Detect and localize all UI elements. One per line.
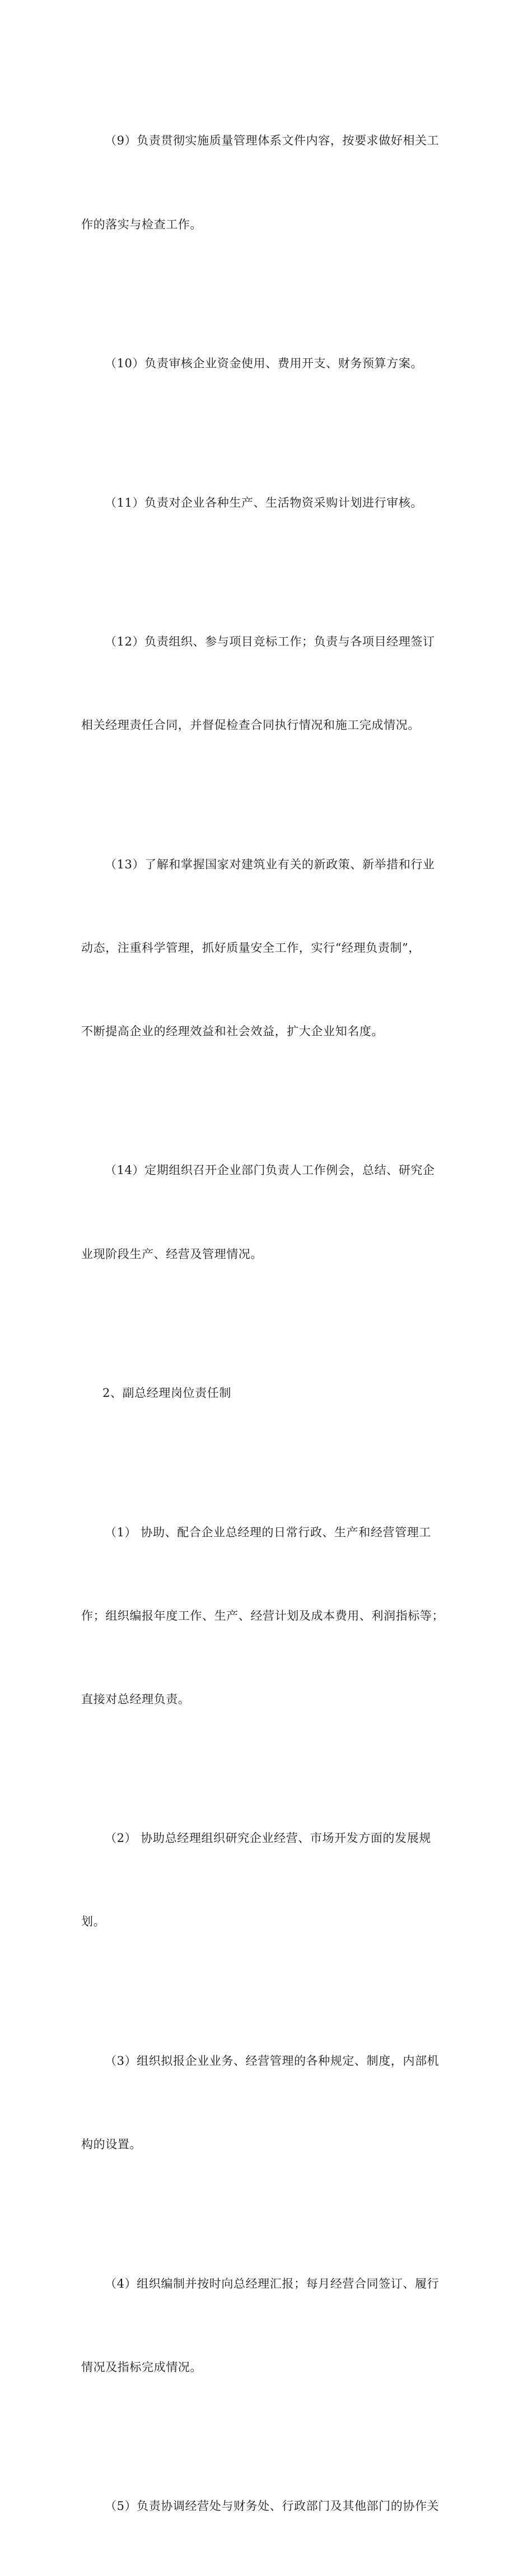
paragraph-line: 直接对总经理负责。 — [81, 1692, 190, 1706]
paragraph-deputy-4 — [81, 2214, 458, 2437]
paragraph-line: （4）组织编制并按时向总经理汇报；每月经营合同签订、履行 — [105, 2276, 440, 2290]
paragraph-line: 动态，注重科学管理，抓好质量安全工作，实行“经理负责制”， — [81, 941, 421, 955]
paragraph-item-11 — [81, 433, 458, 573]
paragraph-line: （2） 协助总经理组织研究企业经营、市场开发方面的发展规 — [105, 1831, 431, 1845]
paragraph-item-12 — [81, 573, 458, 796]
paragraph-deputy-5 — [81, 2437, 458, 2576]
paragraph-line: 相关经理责任合同，并督促检查合同执行情况和施工完成情况。 — [81, 718, 420, 732]
paragraph-item-13 — [81, 795, 458, 1101]
paragraph-item-10 — [81, 294, 458, 434]
paragraph-line: （12）负责组织、参与项目竞标工作；负责与各项目经理签订 — [105, 635, 435, 649]
paragraph-deputy-2 — [81, 1769, 458, 1992]
paragraph-line: （11）负责对企业各种生产、生活物资采购计划进行审核。 — [105, 495, 423, 509]
paragraph-item-9 — [81, 72, 458, 294]
paragraph-line: （9）负责贯彻实施质量管理体系文件内容，按要求做好相关工 — [105, 134, 440, 148]
paragraph-line: 作；组织编报年度工作、生产、经营计划及成本费用、利润指标等； — [81, 1609, 444, 1623]
paragraph-line: 不断提高企业的经理效益和社会效益，扩大企业知名度。 — [81, 1024, 384, 1038]
section-heading — [81, 1324, 458, 1464]
paragraph-line: （3）组织拟报企业业务、经营管理的各种规定、制度，内部机 — [105, 2054, 440, 2068]
paragraph-line: 业现阶段生产、经营及管理情况。 — [81, 1247, 263, 1261]
paragraph-line: （10）负责审核企业资金使用、费用开支、财务预算方案。 — [105, 357, 423, 371]
paragraph-line: 构的设置。 — [81, 2138, 142, 2152]
paragraph-item-14 — [81, 1101, 458, 1324]
paragraph-line: （1） 协助、配合企业总经理的日常行政、生产和经营管理工 — [105, 1525, 431, 1539]
section-heading-text: 2、副总经理岗位责任制 — [102, 1386, 231, 1400]
paragraph-line: （13）了解和掌握国家对建筑业有关的新政策、新举措和行业 — [105, 857, 435, 871]
paragraph-line: （14）定期组织召开企业部门负责人工作例会，总结、研究企 — [105, 1163, 435, 1177]
paragraph-line: 情况及指标完成情况。 — [81, 2360, 202, 2374]
document-body — [81, 72, 458, 2576]
paragraph-line: 作的落实与检查工作。 — [81, 217, 202, 231]
paragraph-line: （5）负责协调经营处与财务处、行政部门及其他部门的协作关 — [105, 2499, 440, 2513]
paragraph-deputy-3 — [81, 1992, 458, 2215]
paragraph-deputy-1 — [81, 1463, 458, 1769]
paragraph-line: 划。 — [81, 1915, 106, 1929]
